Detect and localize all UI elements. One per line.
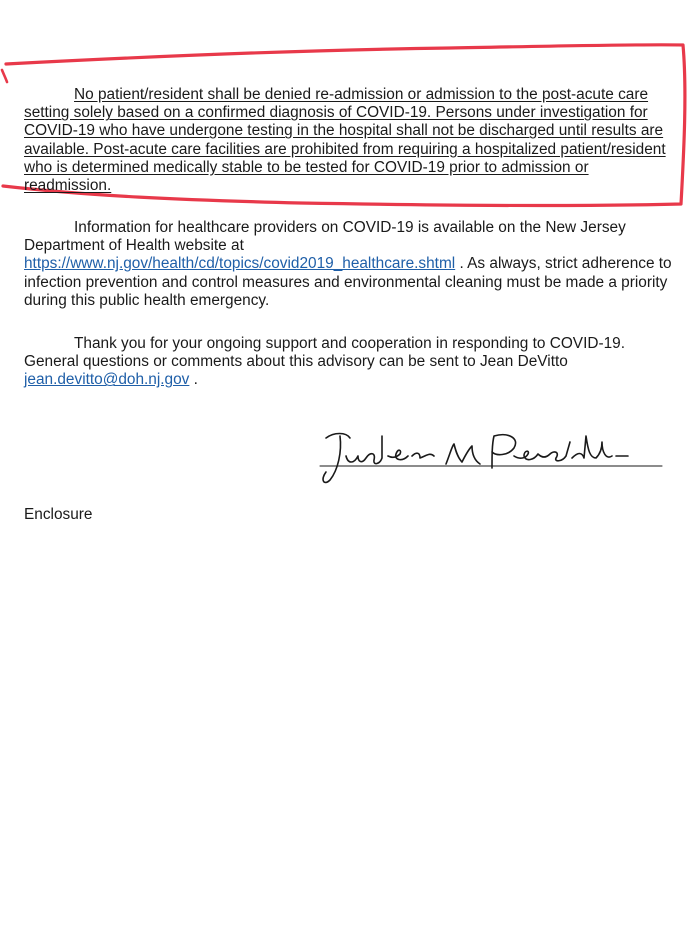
highlighted-paragraph [24,86,674,195]
enclosure-label: Enclosure [24,506,93,523]
highlighted-paragraph-text: No patient/resident shall be denied re-admission or admission to the post-acute care setting solely based on a confirmed diagnosis of COVID-19. Persons under investigation for COVID-19 who have undergone testing in the hospital shall not be discharged until results are available. Post-acute care facilities are prohibited from requiring a hospitalized patient/resident who is determined medically stable to be tested for COVID-19 prior to admission or readmission. [24,86,666,195]
info-paragraph-text-after: . As always, strict adherence to infection prevention and control measures and environmental cleaning must be made a priority during this public health emergency. [24,255,672,309]
thanks-paragraph-text: Thank you for your ongoing support and cooperation in responding to COVID-19. General questions or comments about this advisory can be sent to Jean DeVitto [24,335,625,371]
thanks-paragraph [24,335,674,390]
signature [316,428,666,492]
info-paragraph-text: Information for healthcare providers on COVID-19 is available on the New Jersey Department of Health website at [24,219,626,255]
email-trailing-period: . [193,371,198,389]
email-link[interactable]: jean.devitto@doh.nj.gov [24,371,190,389]
healthcare-link[interactable]: https://www.nj.gov/health/cd/topics/covid2019_healthcare.shtml [24,255,456,273]
info-paragraph [24,219,674,310]
